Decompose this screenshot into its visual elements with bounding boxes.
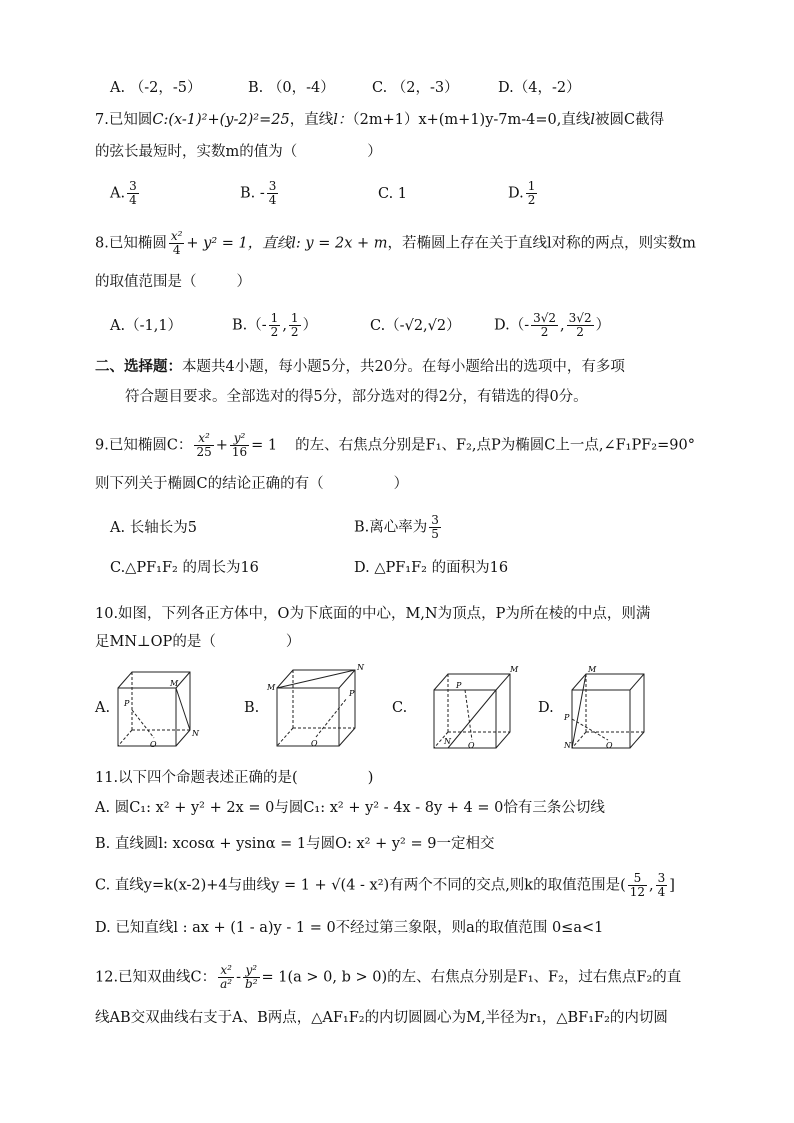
q6-option-a: A. （-2，-5） [110, 80, 202, 96]
cube-figure-b [265, 660, 365, 752]
q6-option-d: D.（4，-2） [498, 80, 581, 96]
q7-stem-line2: 的弦长最短时，实数m的值为（ ） [95, 144, 382, 160]
q11-option-b: B. 直线圆l: xcosα + ysinα = 1与圆O: x² + y² = 9一定相交 [95, 836, 495, 852]
q7-option-d: D. $\frac{1}{2}$ [508, 179, 536, 207]
svg-text:P: P [456, 681, 462, 690]
q12-stem-line2: 线AB交双曲线右支于A、B两点，△AF₁F₂的内切圆圆心为M,半径为r₁，△BF₁F₂的内切圆 [95, 1010, 668, 1026]
q9-option-a: A. 长轴长为5 [110, 520, 197, 536]
q8-stem: 8.已知椭圆 $\frac{\text{x²}}{4}$ + y² = 1，直线l: y = 2x + m，若椭圆上存在关于直线l对称的两点，则实数m [95, 229, 696, 257]
svg-text:O: O [311, 739, 318, 748]
q12-stem: 12.已知双曲线C： $\frac{\text{x²}}{\text{a²}}$ - $\frac{\text{y²}}{\text{b²}}$ = 1(a > 0, b > 0)的左、右焦点分别是F₁、F₂，过右焦点F₂的直 [95, 963, 682, 991]
q7-option-a: A. $\frac{3}{4}$ [110, 179, 137, 207]
q8-option-a: A.（-1,1） [110, 318, 183, 334]
q7-option-c: C. 1 [378, 186, 408, 202]
point-m: M [170, 679, 179, 688]
q8-option-d: D.（- $\frac{3√2}{2}$ , $\frac{3√2}{2}$ ） [494, 311, 611, 339]
q11-option-a: A. 圆C₁: x² + y² + 2x = 0与圆C₁: x² + y² - 4x - 8y + 4 = 0恰有三条公切线 [95, 800, 605, 816]
svg-text:O: O [606, 741, 613, 750]
q9-stem: 9.已知椭圆C： $\frac{\text{x²}}{25}$ + $\frac{\text{y²}}{16}$ = 1 的左、右焦点分别是F₁、F₂,点P为椭圆C上一点,∠F₁PF₂=90° [95, 431, 695, 459]
point-p: P [124, 699, 130, 708]
section-2-header: 二、选择题：本题共4小题，每小题5分，共20分。在每小题给出的选项中，有多项 符合题目要求。全部选对的得5分，部分选对的得2分，有错选的得0分。 [95, 358, 625, 405]
svg-text:N: N [564, 741, 571, 750]
q6-option-b: B. （0，-4） [248, 80, 335, 96]
svg-text:N: N [444, 737, 451, 746]
svg-text:N: N [357, 663, 364, 672]
q6-option-c: C. （2，-3） [372, 80, 459, 96]
q10-label-d: D. [538, 700, 554, 716]
cube-figure-c [420, 660, 520, 752]
point-n: N [192, 729, 199, 738]
q11-stem: 11.以下四个命题表述正确的是( ) [95, 770, 374, 786]
q7-stem: 7.已知圆C:(x-1)²+(y-2)²=25，直线l：（2m+1）x+(m+1)y-7m-4=0,直线l被圆C截得 [95, 112, 665, 128]
q8-stem-line2: 的取值范围是（ ） [95, 274, 251, 290]
q10-label-a: A. [95, 700, 111, 716]
q11-option-d: D. 已知直线l : ax + (1 - a)y - 1 = 0不经过第三象限，则a的取值范围 0≤a<1 [95, 920, 604, 936]
point-o: O [150, 740, 157, 749]
q9-option-c: C.△PF₁F₂ 的周长为16 [110, 560, 259, 576]
q8-option-c: C.（-√2,√2） [370, 318, 461, 334]
q9-option-b: B.离心率为 $\frac{3}{5}$ [354, 513, 439, 541]
q8-option-b: B.（- $\frac{1}{2}$ , $\frac{1}{2}$ ） [232, 311, 318, 339]
q10-label-b: B. [244, 700, 260, 716]
cube-figure-d [562, 660, 652, 752]
svg-text:P: P [349, 689, 355, 698]
svg-text:M: M [588, 665, 597, 674]
cube-figure-a [108, 660, 198, 752]
q11-option-c: C. 直线y=k(x-2)+4与曲线y = 1 + √(4 - x²)有两个不同的交点,则k的取值范围是( $\frac{5}{12}$ , $\frac{3}{4}$ ] [95, 871, 675, 899]
q10-stem: 10.如图，下列各正方体中，O为下底面的中心，M,N为顶点，P为所在棱的中点，则满 [95, 606, 651, 622]
svg-text:P: P [564, 713, 570, 722]
q7-option-b: B. - $\frac{3}{4}$ [240, 179, 277, 207]
svg-text:M: M [267, 683, 276, 692]
q9-option-d: D. △PF₁F₂ 的面积为16 [354, 560, 509, 576]
svg-text:O: O [468, 741, 475, 750]
q10-label-c: C. [392, 700, 408, 716]
svg-text:M: M [510, 665, 519, 674]
q9-stem-line2: 则下列关于椭圆C的结论正确的有（ ） [95, 476, 409, 492]
q10-stem-line2: 足MN⊥OP的是（ ） [95, 634, 301, 650]
